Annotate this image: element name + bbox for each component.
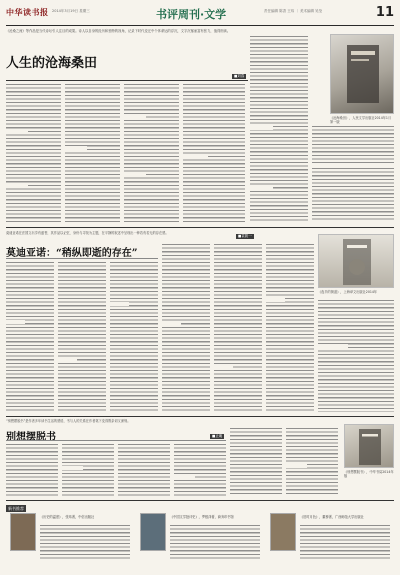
middle-note: 莫迪亚诺在法国文坛享有盛誉，其作品以记忆、身份与寻找为主题，在平静的叙述中呈现出一种若有若无的存在感。 [6,231,169,235]
recommended-book-2-text [170,525,260,561]
article-2-column-5 [214,244,262,412]
book-recommendation-strip [6,500,394,570]
article-3-column-3 [118,444,170,496]
book-cover-graphic-bottom [345,425,394,468]
article-3-column-2 [62,444,114,496]
article-1-column-4 [183,84,245,222]
article-headline-1: 人生的沧海桑田 [6,56,98,71]
article-2-column-4 [162,244,210,412]
issue-date: 2014年3月19日 星期三 [52,9,90,13]
recommended-book-cover-1 [10,513,36,551]
recommended-book-1-text [40,525,130,561]
recommended-book-cover-3 [270,513,296,551]
article-2-column-1 [6,262,54,412]
recommended-book-2: 《中国文学批评史》，罗根泽著，商务印书馆 [170,515,234,519]
article-3-column-1 [6,444,58,496]
photo-caption-top: 《沧海桑田》，人民文学出版社2014年1月第一版 [330,116,392,124]
footer-label: 新书推荐 [8,505,24,511]
article-headline-2: 莫迪亚诺：“稍纵即逝的存在” [6,248,138,259]
book-cover-graphic-top [331,35,394,114]
section-divider-2 [6,416,394,417]
article-2-column-2 [58,262,106,412]
article-1-column-5 [250,36,308,222]
bottom-note: “别想摆脱书”是作者多年读书生活的感悟，书与人的关系在作者笔下变得既亲切又深刻。 [6,419,131,423]
article-1-column-2 [65,84,120,222]
headline-rule-3 [6,440,226,441]
article-2-column-7 [318,300,394,412]
article-1-column-3 [124,84,179,222]
lead-note: 《沧桑之流》等作品是当代诗坛引人注目的成果。诗人以自身的经历和独特的视角，记录下时代变迁中个体命运的浮沉，文字沉郁而富有张力，值得细读。 [6,29,231,33]
masthead [6,4,394,26]
section-title: 书评周刊·文学 [156,8,227,21]
article-byline-2: ■袁筱一 [238,234,252,238]
article-2-column-3 [110,262,158,412]
newspaper-logo: 中华读书报 [6,7,49,17]
headline-rule-1 [6,80,248,81]
article-byline-3: ■止庵 [212,434,223,438]
page-number: 11 [375,5,394,20]
article-2-column-6 [266,244,314,412]
article-3-column-4 [174,444,226,496]
headline-rule-2 [6,258,158,259]
article-headline-3: 别想摆脱书 [6,432,56,443]
article-1-column-1 [6,84,61,222]
section-divider-1 [6,227,394,228]
article-3-column-5 [230,428,282,496]
recommended-book-cover-2 [140,513,166,551]
book-cover-graphic-middle [319,235,394,288]
editor-credits: 责任编辑 陈香 王玮 ｜ 美术编辑 吴莹 [264,9,323,13]
photo-caption-middle: 《夜半的街道》，上海译文出版社2014年 [318,290,378,294]
article-1-column-6-top [312,126,394,164]
article-3-column-6 [286,428,338,496]
recommended-book-3: 《旧时月色》，董桥著，广西师范大学出版社 [300,515,364,519]
book-cover-photo-top [330,34,394,114]
photo-caption-bottom: 《别想摆脱书》，中华书局2014年版 [344,470,394,478]
recommended-book-3-text [300,525,390,561]
book-cover-photo-middle [318,234,394,288]
article-1-column-6 [312,168,394,222]
recommended-book-1: 《历史的温度》，张玮著，中信出版社 [40,515,95,519]
article-byline-1: ■刘春 [234,74,245,78]
book-cover-photo-bottom [344,424,394,468]
